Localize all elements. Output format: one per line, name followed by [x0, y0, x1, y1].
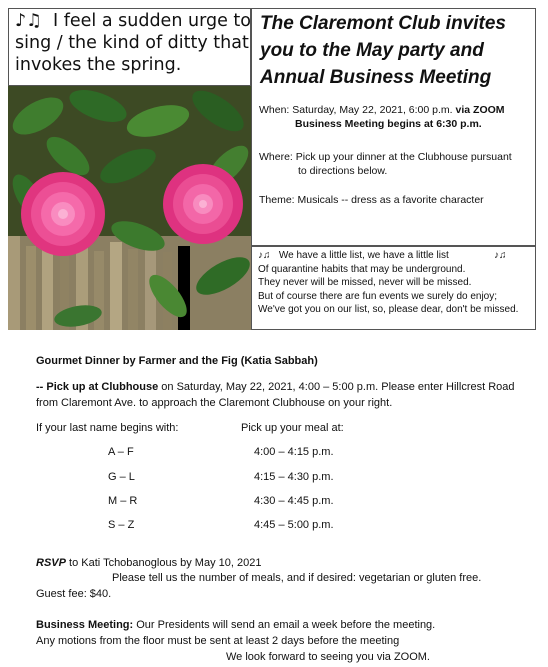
pink-camellia-right	[163, 164, 243, 244]
closing-line: We look forward to seeing you via ZOOM.	[226, 651, 430, 663]
verse-line-2: sing / the kind of ditty that	[15, 33, 249, 53]
camellia-image	[8, 86, 251, 330]
music-notes-icon: ♪♫	[494, 250, 507, 261]
rsvp-label: RSVP	[36, 557, 66, 569]
guest-fee: Guest fee: $40.	[36, 588, 112, 600]
verse-line-1: ♪♫ I feel a sudden urge to	[15, 11, 251, 31]
schedule-time: 4:00 – 4:15 p.m.	[254, 446, 334, 458]
schedule-range: S – Z	[108, 519, 135, 531]
music-notes-icon: ♪♫	[258, 250, 271, 261]
invitation-title-line-2: you to the May party and	[260, 40, 484, 61]
poem-line-5: We've got you on our list, so, please dear, don't be missed.	[258, 304, 519, 316]
business-line-1: Business Meeting: Our Presidents will send an email a week before the meeting.	[36, 619, 436, 631]
schedule-range: M – R	[108, 495, 138, 507]
poem-line-4: But of course there are fun events we surely do enjoy;	[258, 290, 498, 302]
zoom-label: via ZOOM	[455, 104, 505, 116]
schedule-time: 4:30 – 4:45 p.m.	[254, 495, 334, 507]
verse	[15, 10, 251, 76]
invitation-title	[260, 10, 535, 91]
poem	[258, 249, 534, 317]
rsvp-line: RSVP to Kati Tchobanoglous by May 10, 2021	[36, 557, 262, 569]
schedule-col1-header: If your last name begins with:	[36, 422, 179, 434]
camellia-photo	[8, 86, 251, 330]
business-meeting-time: Business Meeting begins at 6:30 p.m.	[295, 118, 482, 130]
schedule-col2-header: Pick up your meal at:	[241, 422, 344, 434]
invitation-title-line-3: Annual Business Meeting	[260, 67, 492, 88]
where-line-1: Where: Pick up your dinner at the Clubhouse pursuant	[259, 151, 512, 163]
verse-line-3: invokes the spring.	[15, 55, 182, 75]
business-meeting-label: Business Meeting:	[36, 619, 134, 631]
pickup-line-2: from Claremont Ave. to approach the Claremont Clubhouse on your right.	[36, 397, 393, 409]
rsvp-line-2: Please tell us the number of meals, and if desired: vegetarian or gluten free.	[112, 572, 482, 584]
theme-text: Theme: Musicals -- dress as a favorite character	[259, 194, 484, 206]
invitation-title-line-1: The Claremont Club invites	[260, 13, 506, 34]
schedule-range: A – F	[108, 446, 134, 458]
schedule-time: 4:15 – 4:30 p.m.	[254, 471, 334, 483]
where-line-2: to directions below.	[298, 165, 388, 177]
business-line-2: Any motions from the floor must be sent at least 2 days before the meeting	[36, 635, 400, 647]
pink-camellia-left	[21, 172, 105, 256]
schedule-time: 4:45 – 5:00 p.m.	[254, 519, 334, 531]
when-text: When: Saturday, May 22, 2021, 6:00 p.m. via ZOOM	[259, 104, 505, 116]
poem-line-2: Of quarantine habits that may be underground.	[258, 263, 466, 275]
poem-line-1: ♪♫ We have a little list, we have a little list ♪♫	[258, 250, 507, 261]
pickup-line-1: -- Pick up at Clubhouse on Saturday, May 22, 2021, 4:00 – 5:00 p.m. Please enter Hillcrest Road	[36, 381, 515, 393]
poem-line-3: They never will be missed, never will be missed.	[258, 277, 472, 289]
music-notes-icon: ♪♫	[15, 11, 42, 31]
dinner-heading: Gourmet Dinner by Farmer and the Fig (Katia Sabbah)	[36, 355, 318, 367]
schedule-range: G – L	[108, 471, 135, 483]
